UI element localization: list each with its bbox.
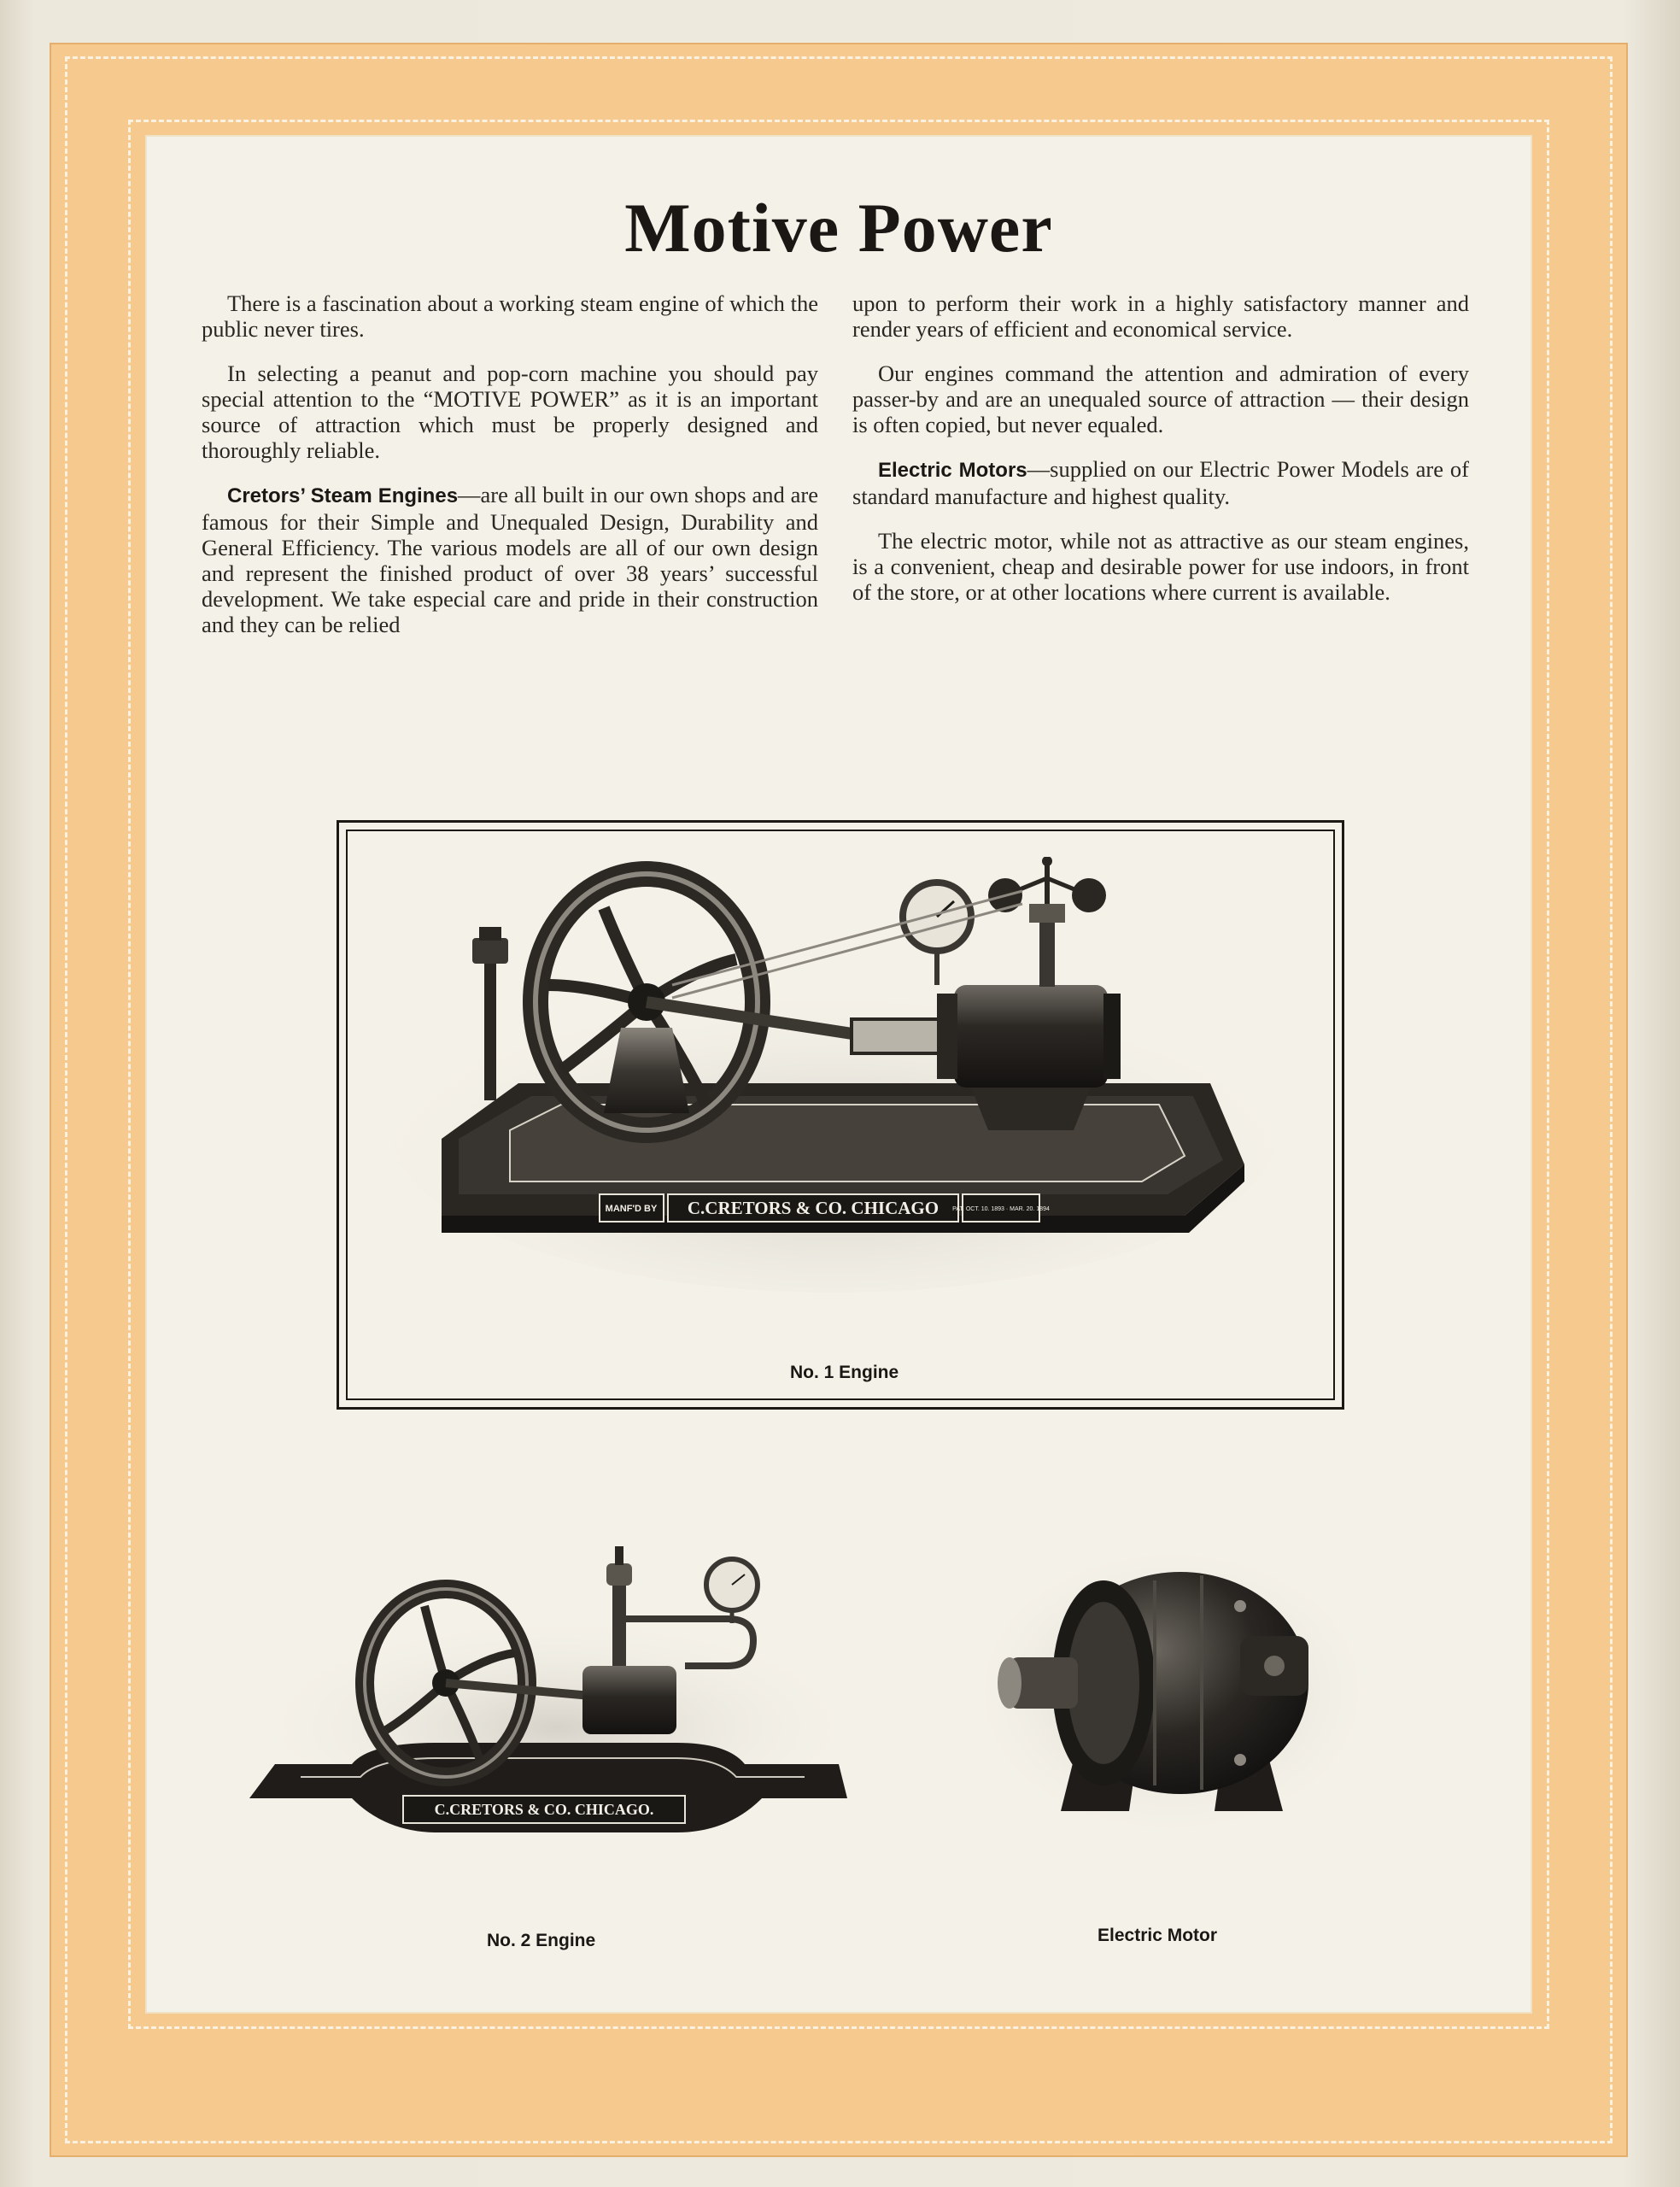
plate-maker-text: C.CRETORS & CO. CHICAGO bbox=[687, 1198, 940, 1218]
paragraph: Our engines command the attention and admiration of every passer-by and are an unequaled source of attraction — their design is often copied, but never equaled. bbox=[852, 361, 1469, 437]
paragraph: In selecting a peanut and pop-corn machine you should pay special attention to the “MOTIVE POWER” as it is an important source of attraction which must be properly designed and thoroughly reliable. bbox=[202, 361, 818, 463]
plate-manf-text: MANF'D BY bbox=[605, 1204, 658, 1214]
content-panel bbox=[147, 137, 1531, 2012]
text-column-right bbox=[852, 290, 1469, 624]
text-column-left bbox=[202, 290, 818, 656]
plate-patent-text: PAT. OCT. 10. 1893 · MAR. 20. 1894 bbox=[952, 1206, 1050, 1212]
figure-caption-electric-motor: Electric Motor bbox=[1098, 1926, 1218, 1945]
paragraph-lead: Electric Motors bbox=[878, 459, 1027, 482]
engine-1-figure-frame bbox=[337, 820, 1344, 1410]
paragraph bbox=[852, 456, 1469, 509]
electric-motor-illustration bbox=[984, 1555, 1360, 1837]
paragraph: The electric motor, while not as attractive as our steam engines, is a convenient, cheap and desirable power for use indoors, in front of the store, or at other locations where current is available. bbox=[852, 528, 1469, 605]
plate-maker-text-engine-2: C.CRETORS & CO. CHICAGO. bbox=[434, 1801, 654, 1818]
figure-caption-engine-2: No. 2 Engine bbox=[487, 1931, 596, 1950]
figure-caption-engine-1: No. 1 Engine bbox=[790, 1363, 899, 1382]
paragraph-lead: Cretors’ Steam Engines bbox=[227, 484, 459, 507]
page-title: Motive Power bbox=[624, 189, 1053, 267]
paragraph-text: —are all built in our own shops and are famous for their Simple and Unequaled Design, Durability and General Efficiency. The various models are all of our own design and represent the finished product of over 38 years’ successful development. We take especial care and pride in their construction and they can be relied bbox=[202, 482, 818, 637]
paragraph bbox=[202, 482, 818, 637]
steam-engine-2-illustration bbox=[249, 1546, 864, 1837]
steam-engine-1-illustration bbox=[390, 857, 1296, 1318]
paragraph: There is a fascination about a working steam engine of which the public never tires. bbox=[202, 290, 818, 342]
paragraph: upon to perform their work in a highly satisfactory manner and render years of efficient and economical service. bbox=[852, 290, 1469, 342]
paragraph-text: —supplied on our Electric Power Models are of standard manufacture and highest quality. bbox=[852, 456, 1469, 509]
